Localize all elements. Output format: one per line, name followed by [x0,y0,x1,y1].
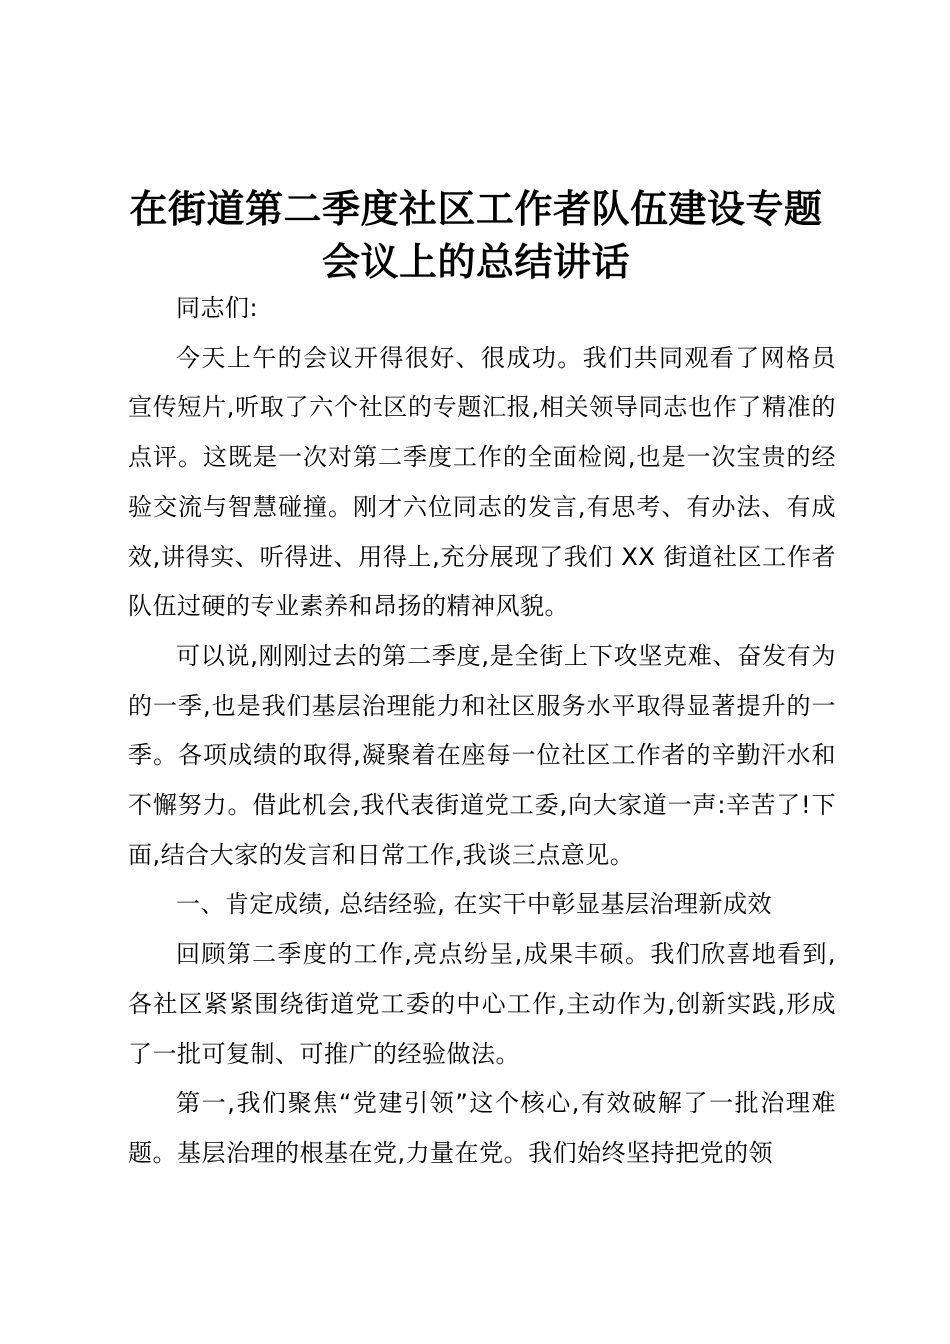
paragraph-opening: 今天上午的会议开得很好、很成功。我们共同观看了网格员宣传短片,听取了六个社区的专题汇报,相关领导同志也作了精准的点评。这既是一次对第二季度工作的全面检阅,也是一次宝贵的经验交流与智慧碰撞。刚才六位同志的发言,有思考、有办法、有成效,讲得实、听得进、用得上,充分展现了我们 XX 街道社区工作者队伍过硬的专业素养和昂扬的精神风貌。 [128,343,836,621]
paragraph-first-point: 第一,我们聚焦“党建引领”这个核心,有效破解了一批治理难题。基层治理的根基在党,力量在党。我们始终坚持把党的领 [128,1089,836,1167]
section-heading-1: 一、肯定成绩, 总结经验, 在实干中彰显基层治理新成效 [176,890,773,919]
paragraph-review: 可以说,刚刚过去的第二季度,是全街上下攻坚克难、奋发有为的一季,也是我们基层治理能力和社区服务水平取得显著提升的一季。各项成绩的取得,凝聚着在座每一位社区工作者的辛勤汗水和不懈努力。借此机会,我代表街道党工委,向大家道一声:辛苦了!下面,结合大家的发言和日常工作,我谈三点意见。 [128,641,836,869]
document-body [128,284,836,1179]
document-title: 在街道第二季度社区工作者队伍建设专题会议上的总结讲话 [129,187,823,284]
salutation: 同志们: [176,294,259,322]
paragraph-achievements: 回顾第二季度的工作,亮点纷呈,成果丰硕。我们欣喜地看到,各社区紧紧围绕街道党工委的中心工作,主动作为,创新实践,形成了一批可复制、可推广的经验做法。 [128,940,836,1068]
